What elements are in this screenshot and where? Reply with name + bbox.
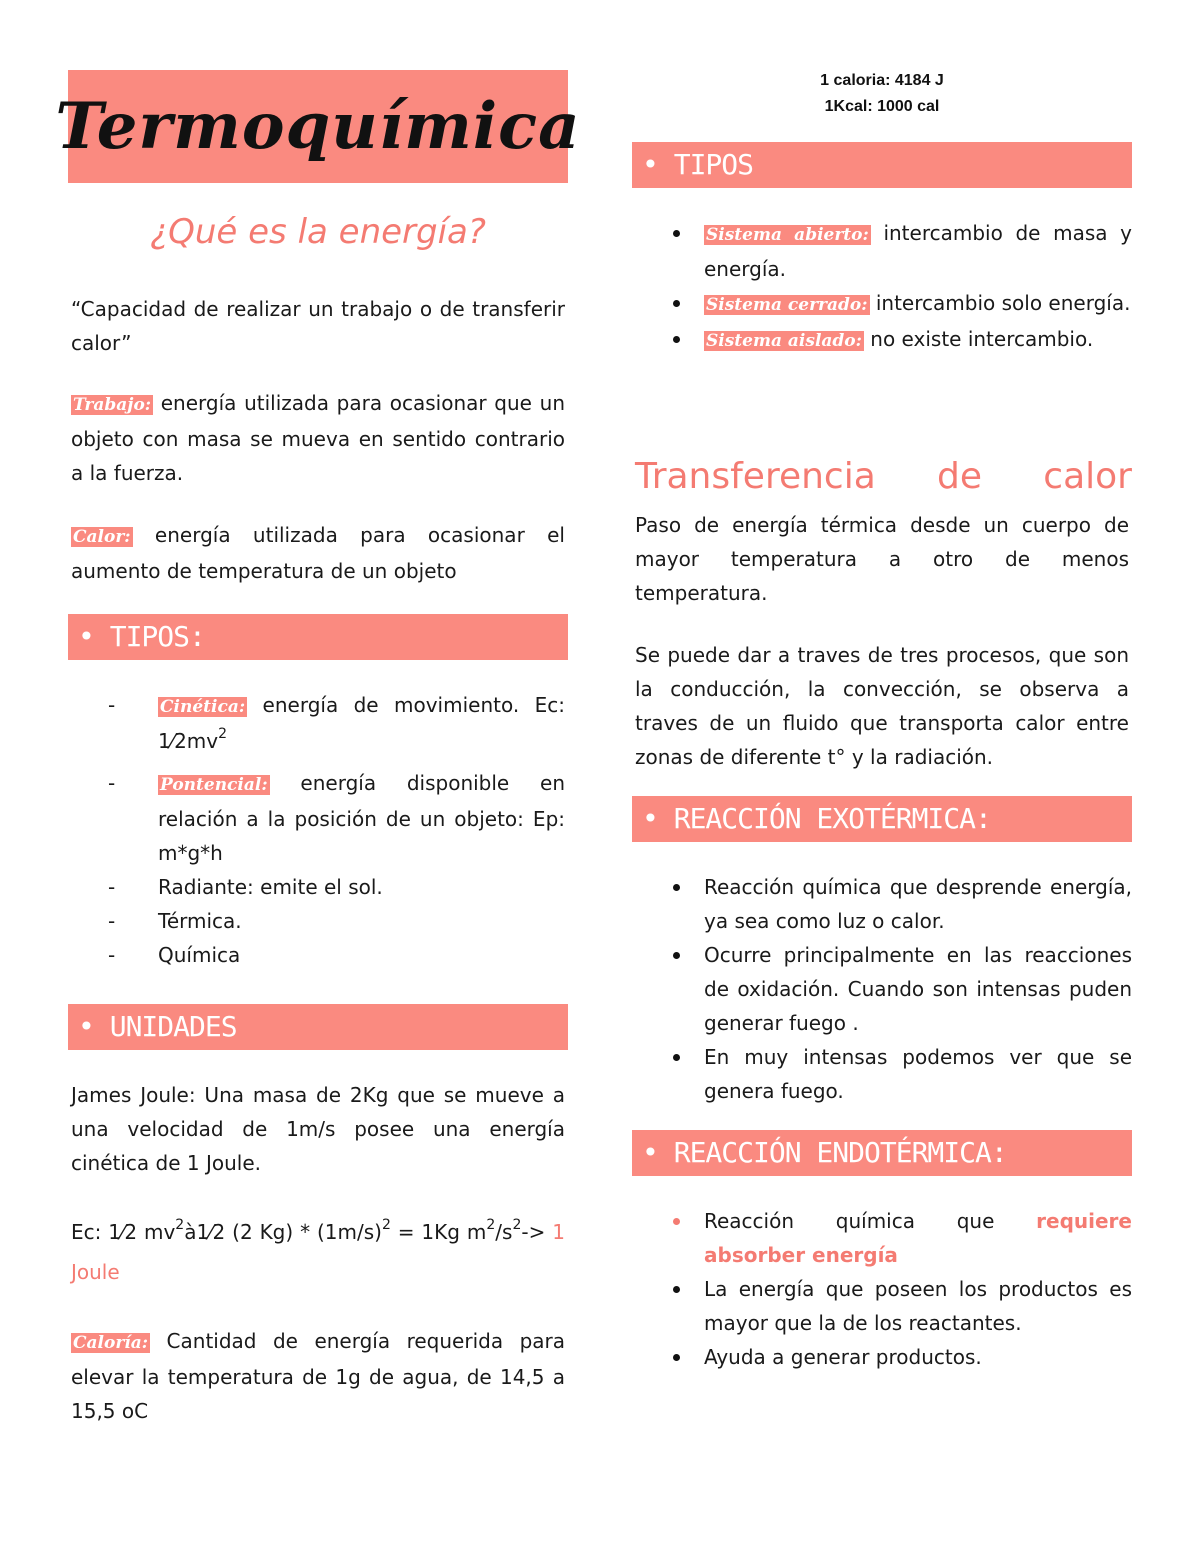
energy-definition: “Capacidad de realizar un trabajo o de transferir calor” — [71, 297, 565, 355]
sistema-label: Sistema cerrado: — [706, 295, 868, 315]
potencial-label: Pontencial: — [160, 775, 268, 795]
bullet-icon — [673, 1286, 680, 1293]
bullet-icon — [673, 952, 680, 959]
list-item: Sistema cerrado: intercambio solo energía. — [704, 286, 1132, 322]
page-title: Termoquímica — [55, 89, 581, 164]
bullet-icon — [673, 1354, 680, 1361]
list-item: Sistema aislado: no existe intercambio. — [704, 322, 1132, 358]
trabajo-paragraph — [71, 386, 565, 490]
list-item: - Térmica. — [108, 909, 242, 933]
system-types-list — [704, 216, 1132, 358]
list-item: - Pontencial: energía disponible en relación a la posición de un objeto: Ep: m*g*h — [108, 771, 565, 865]
caloria-text: Cantidad de energía requerida para elevar la temperatura de 1g de agua, de 14,5 a 15,5 oC — [71, 1329, 565, 1423]
formula-result: 1 Joule — [71, 1220, 565, 1284]
bullet-icon — [673, 300, 680, 307]
list-item: Ayuda a generar productos. — [704, 1340, 1132, 1374]
energy-types-list — [108, 688, 565, 972]
bullet-icon — [673, 1218, 680, 1225]
transferencia-heading: Transferencia de calor — [635, 456, 1132, 497]
kcal-conversion: 1Kcal: 1000 cal — [824, 98, 940, 115]
trabajo-label: Trabajo: — [73, 395, 152, 415]
list-item: - Química — [108, 943, 241, 967]
potencial-text: energía disponible en relación a la posición de un objeto: Ep: m*g*h — [158, 771, 565, 865]
list-item: - Cinética: energía de movimiento. Ec: $1⁄2mv^2$ — [108, 693, 565, 753]
list-item: Ocurre principalmente en las reacciones de oxidación. Cuando son intensas puden generar fuego . — [704, 938, 1132, 1040]
unidades-band: • UNIDADES — [68, 1004, 568, 1050]
cinetica-text: energía de movimiento. Ec: 1⁄2mv — [158, 693, 565, 753]
bullet-icon — [673, 230, 680, 237]
exotermica-band: • REACCIÓN EXOTÉRMICA: — [632, 796, 1132, 842]
caloria-paragraph — [71, 1324, 565, 1428]
cinetica-label: Cinética: — [160, 697, 246, 717]
tipos-energy-band: • TIPOS: — [68, 614, 568, 660]
endo-highlight: requiere absorber energía — [704, 1209, 1132, 1267]
endotermica-list — [704, 1204, 1132, 1374]
title-banner — [55, 70, 581, 183]
energy-question-heading: ¿Qué es la energía? — [150, 212, 486, 252]
sistema-label: Sistema aislado: — [706, 331, 862, 351]
list-item: - Radiante: emite el sol. — [108, 875, 383, 899]
list-item: En muy intensas podemos ver que se genera fuego. — [704, 1040, 1132, 1108]
list-item: Reacción química que desprende energía, ya sea como luz o calor. — [704, 870, 1132, 938]
transferencia-paragraph-1: Paso de energía térmica desde un cuerpo de mayor temperatura a otro de menos temperatura. — [635, 513, 1129, 605]
endotermica-band: • REACCIÓN ENDOTÉRMICA: — [632, 1130, 1132, 1176]
sistema-label: Sistema abierto: — [706, 225, 869, 245]
caloria-conversion: 1 caloria: 4184 J — [820, 72, 944, 89]
bullet-icon — [673, 884, 680, 891]
bullet-icon — [673, 1054, 680, 1061]
transferencia-paragraph-2: Se puede dar a traves de tres procesos, que son la conducción, la convección, se observa a traves de un fluido que transporta calor entre zonas de diferente t° y la radiación. — [635, 643, 1129, 769]
termica-text: Térmica. — [158, 909, 242, 933]
calorie-conversion-info — [632, 68, 1132, 120]
exotermica-list — [704, 870, 1132, 1108]
calor-text: energía utilizada para ocasionar el aumento de temperatura de un objeto — [71, 523, 565, 583]
calor-paragraph — [71, 518, 565, 588]
tipos-sistemas-band: • TIPOS — [632, 142, 1132, 188]
list-item: Reacción química que requiere absorber energía — [704, 1204, 1132, 1272]
trabajo-text: energía utilizada para ocasionar que un objeto con masa se mueva en sentido contrario a la fuerza. — [71, 391, 566, 485]
caloria-label: Caloría: — [73, 1333, 149, 1353]
quimica-text: Química — [158, 943, 241, 967]
list-item: Sistema abierto: intercambio de masa y energía. — [704, 216, 1132, 286]
kinetic-formula: Ec: 1⁄2 $mv^2à1⁄2$ (2 $Kg) * (1m/s)^2 = 1Kg$ $m^2/s^2-> 1$ Joule — [71, 1217, 565, 1284]
radiante-text: Radiante: emite el sol. — [158, 875, 383, 899]
joule-paragraph: James Joule: Una masa de 2Kg que se mueve a una velocidad de 1m/s posee una energía cinética de 1 Joule. — [71, 1083, 565, 1175]
calor-label: Calor: — [73, 527, 131, 547]
bullet-icon — [673, 336, 680, 343]
list-item: La energía que poseen los productos es mayor que la de los reactantes. — [704, 1272, 1132, 1340]
